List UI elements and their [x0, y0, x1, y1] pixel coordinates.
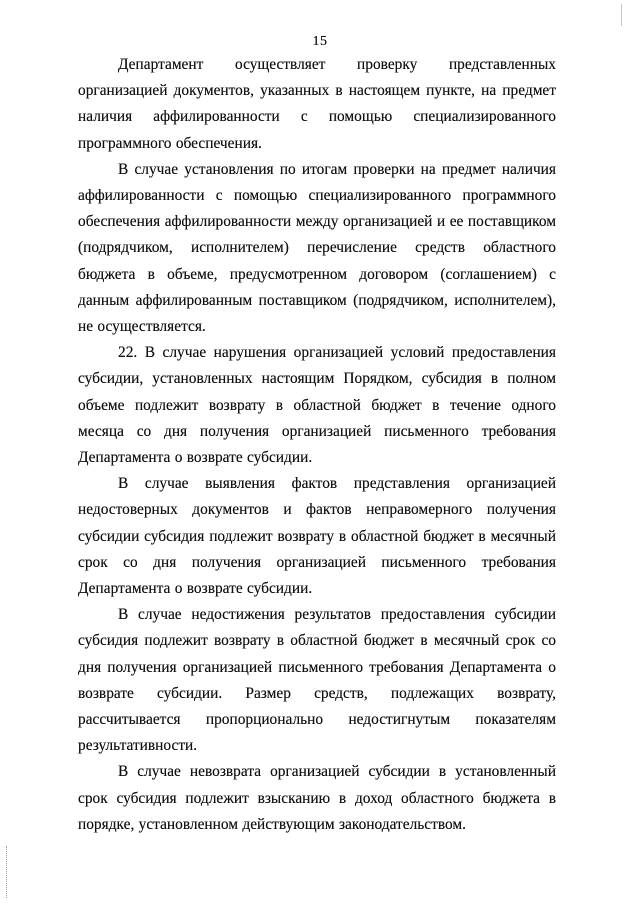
paragraph-affiliation-found: В случае установления по итогам проверки на предмет наличия аффилированности с помощью специализированного программного обеспечения аффилированности между организацией и ее поставщиком (подрядчиком, исполнителем) перечисление средств областного бюджета в объеме, предусмотренном договором (соглашением) с данным аффилированным поставщиком (подрядчиком, исполнителем), не осуществляется.	[78, 160, 556, 336]
page-number: 15	[312, 34, 328, 49]
paragraph-22-violation: 22. В случае нарушения организацией условий предоставления субсидии, установленных настоящим Порядком, субсидия в полном объеме подлежит возврату в областной бюджет в течение одного месяца со дня получения организацией письменного требования Департамента о возврате субсидии.	[78, 344, 556, 467]
paragraph-non-return: В случае невозврата организацией субсидии в установленный срок субсидия подлежит взысканию в доход областного бюджета в порядке, установленном действующим законодательством.	[78, 763, 556, 833]
scan-artifact-left	[6, 846, 8, 898]
paragraph-results-not-achieved: В случае недостижения результатов предоставления субсидии субсидия подлежит возврату в областной бюджет в месячный срок со дня получения организацией письменного требования Департамента о возврате субсидии. Размер средств, подлежащих возврату, рассчитывается пропорционально недостигнутым показателям результативности.	[78, 606, 556, 755]
paragraph-false-documents: В случае выявления фактов представления организацией недостоверных документов и фактов неправомерного получения субсидии субсидия подлежит возврату в областной бюджет в месячный срок со дня получения организацией письменного требования Департамента о возврате субсидии.	[78, 475, 556, 598]
document-body	[78, 52, 556, 838]
scan-artifact-top	[621, 4, 622, 26]
paragraph-affiliation-check: Департамент осуществляет проверку представленных организацией документов, указанных в настоящем пункте, на предмет наличия аффилированности с помощью специализированного программного обеспечения.	[78, 56, 556, 152]
